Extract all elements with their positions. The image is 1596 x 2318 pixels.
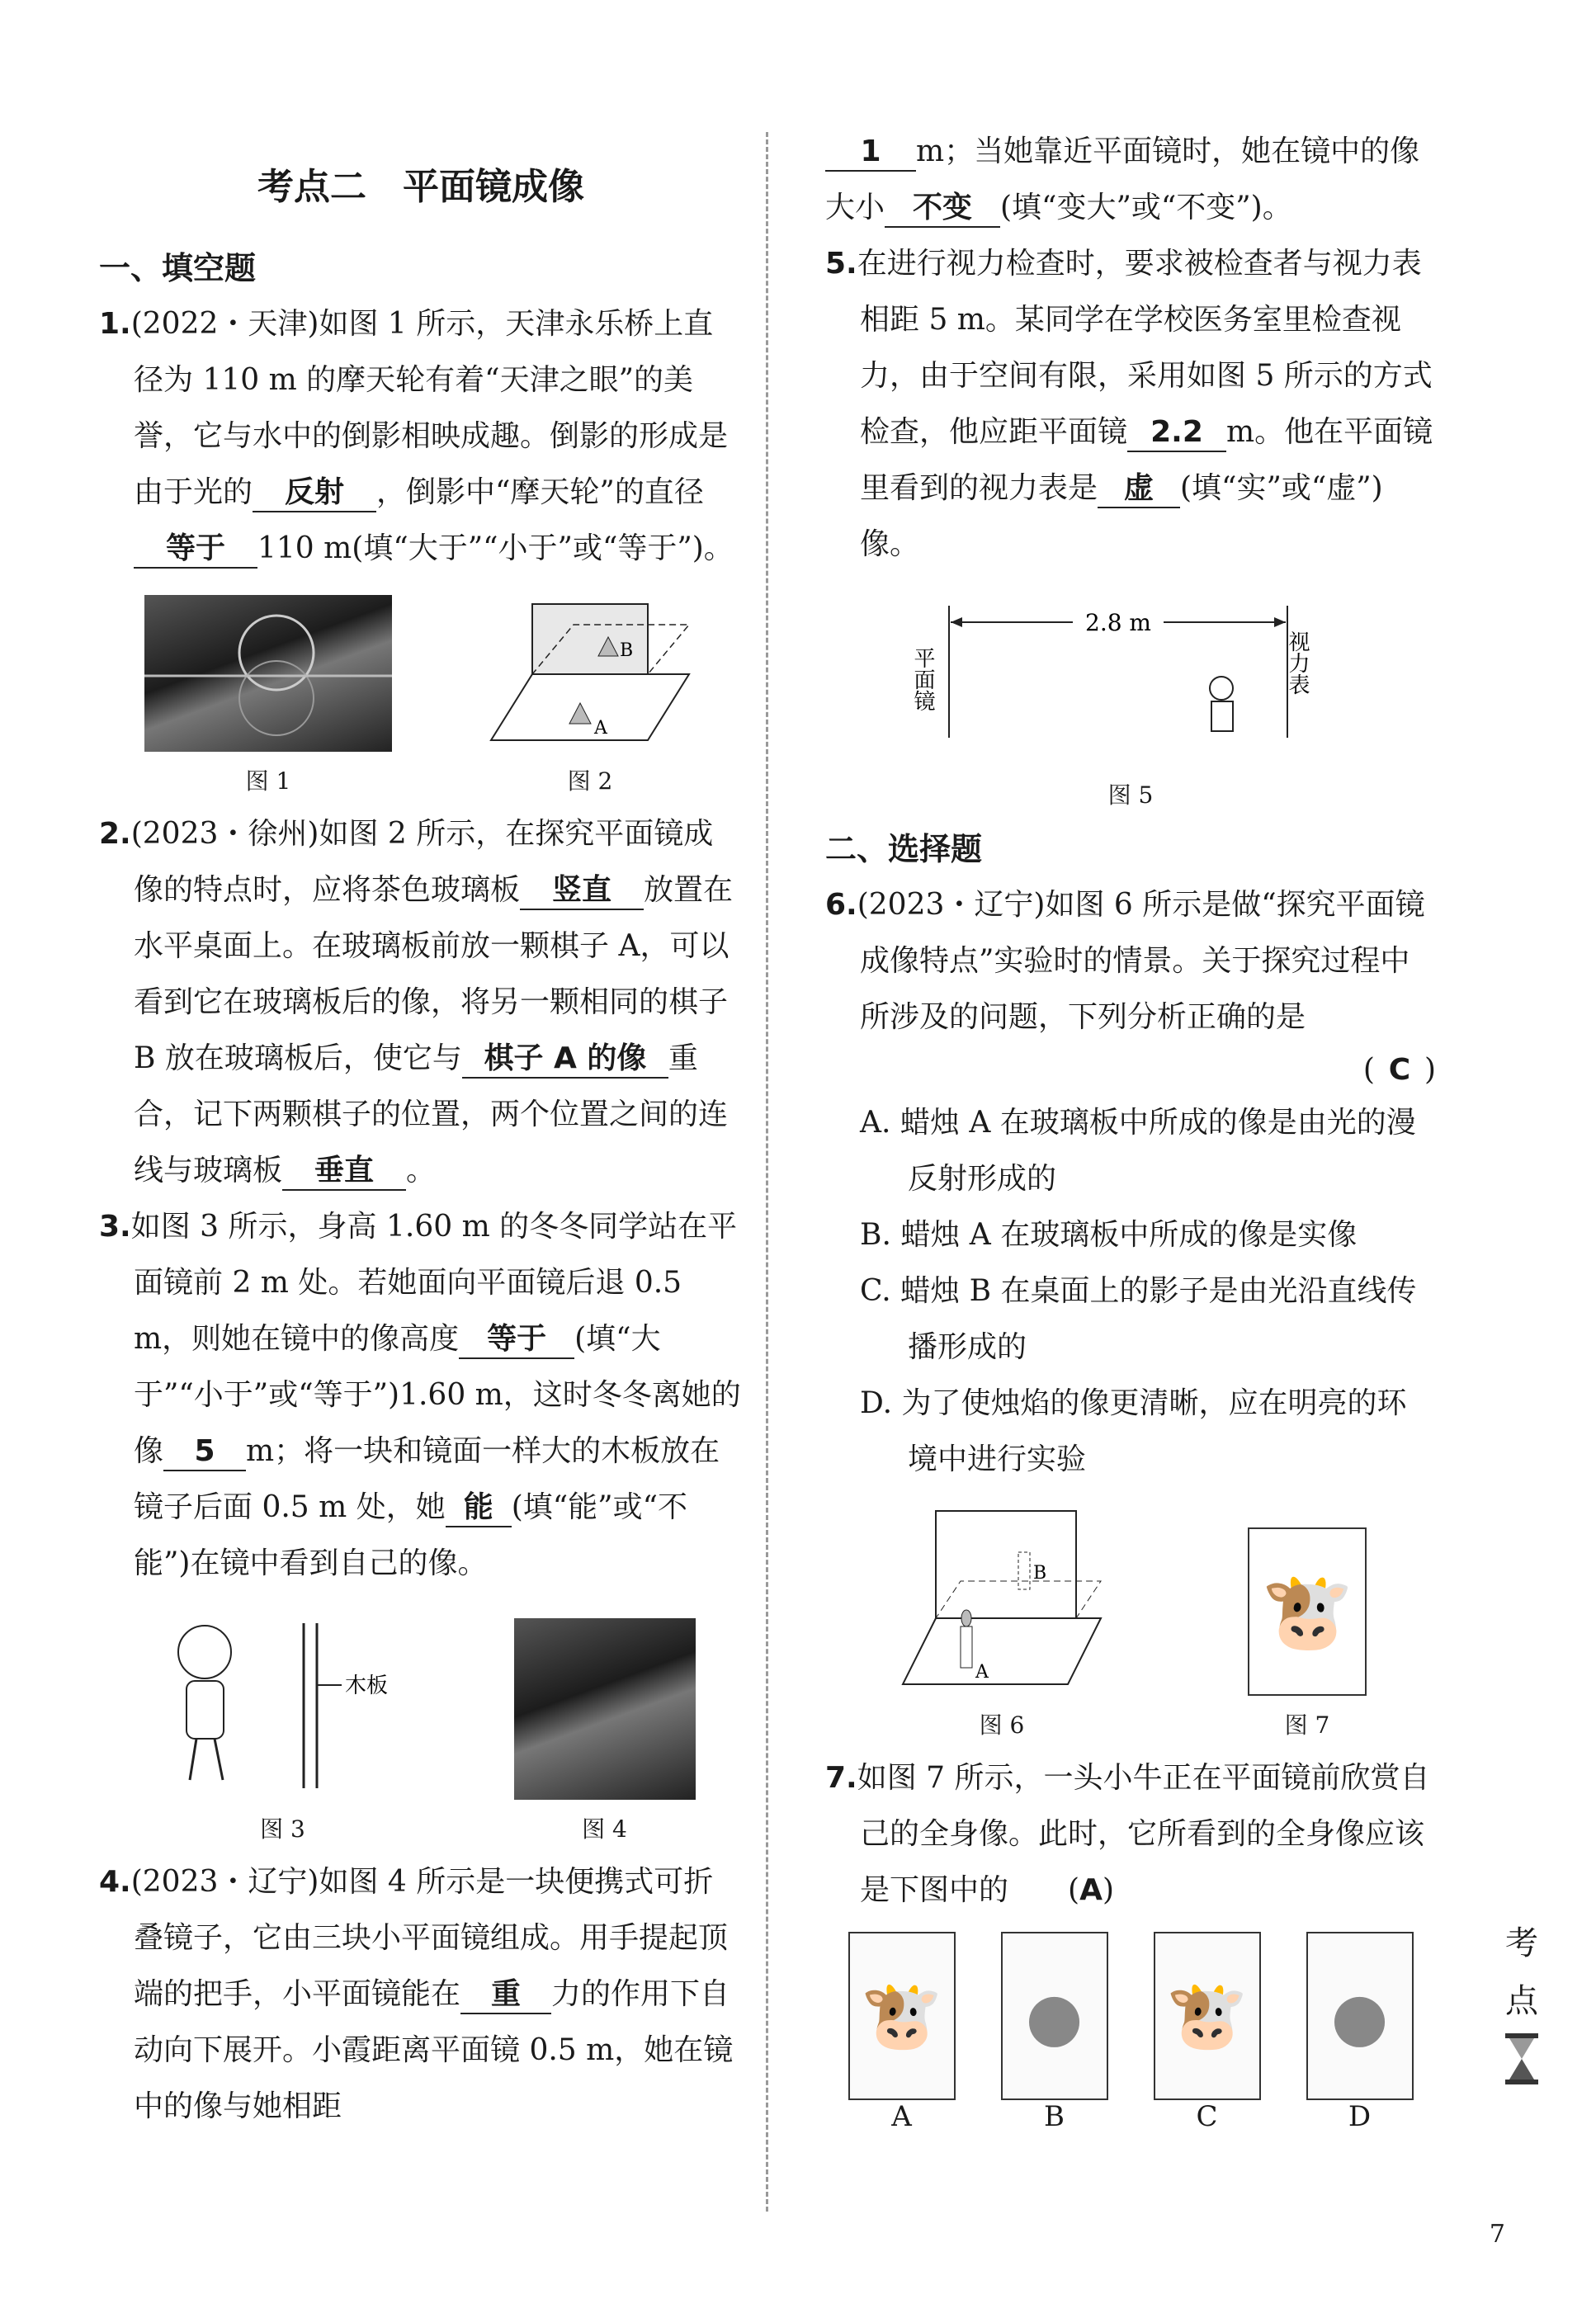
question-6: 6.(2023・辽宁)如图 6 所示是做“探究平面镜成像特点”实验时的情景。关于探究过程中所涉及的问题，下列分析正确的是 — [825, 888, 1425, 1034]
candle-plate-diagram — [895, 1503, 1109, 1692]
answer-blank: 棋子 A 的像 — [462, 1041, 668, 1079]
figure-2: A B 图 2 — [483, 592, 697, 796]
option-b: B. 蜡烛 A 在玻璃板中所成的像是实像 — [860, 1218, 1358, 1252]
figures-3-4 — [99, 1607, 743, 1844]
option-a: A. 蜡烛 A 在玻璃板中所成的像是由光的漫反射形成的 — [860, 1106, 1416, 1196]
glass-plate-diagram — [483, 592, 697, 748]
question-3: 3.如图 3 所示，身高 1.60 m 的冬冬同学站在平面镜前 2 m 处。若她面向平面镜后退 0.5 m，则她在镜中的像高度 等于 (填“大于”“小于”或“等于”)1.60 m，这时冬冬离她的像 5 m；将一块和镜面一样大的木板放在镜子后面 0.5 m 处，她 能 (填“能”或“不能”)在镜中看到自己的像。 — [99, 1210, 741, 1580]
column-divider — [766, 132, 768, 2212]
answer-blank: 能 — [446, 1489, 512, 1527]
answer-blank: 竖直 — [520, 872, 644, 910]
question-4: 4.(2023・辽宁)如图 4 所示是一块便携式可折叠镜子，它由三块小平面镜组成。用手提起顶端的把手，小平面镜能在 重 力的作用下自动向下展开。小霞距离平面镜 0.5 m，她在镜中的像与她相距 — [99, 1865, 734, 2123]
answer-blank: 等于 — [134, 531, 257, 569]
page-number: 7 — [1489, 2220, 1505, 2249]
girl-mirror-diagram — [147, 1607, 419, 1796]
choice-b: ● B — [1001, 1932, 1108, 2133]
figure-4: 图 4 — [514, 1618, 696, 1844]
answer-blank: 2.2 — [1127, 414, 1226, 452]
choice-d: ● D — [1306, 1932, 1414, 2133]
choice-a: 🐮 A — [848, 1932, 956, 2133]
section-fill-blank: 一、填空题 — [99, 250, 257, 286]
svg-text:A: A — [975, 1662, 989, 1683]
hourglass-icon — [1501, 2030, 1542, 2088]
calf-front-icon: 🐮 — [848, 1932, 956, 2100]
calf-back-icon: ● — [1001, 1932, 1108, 2100]
question-4-continued: 1 m；当她靠近平面镜时，她在镜中的像大小 不变 (填“变大”或“不变”)。 — [825, 124, 1436, 236]
figures-1-2 — [99, 592, 743, 796]
photo-ferris-wheel — [144, 595, 392, 752]
answer-blank: 重 — [460, 1976, 551, 2014]
answer-blank: 虚 — [1098, 470, 1180, 508]
calf-back-icon: ● — [1306, 1932, 1414, 2100]
question-5: 5.在进行视力检查时，要求被检查者与视力表相距 5 m。某同学在学校医务室里检查视力，由于空间有限，采用如图 5 所示的方式检查，他应距平面镜 2.2 m。他在平面镜里看到的视力表是 虚 (填“实”或“虚”)像。 — [825, 247, 1433, 561]
figure-6: A B 图 6 — [895, 1503, 1109, 1740]
svg-text:平面镜: 平面镜 — [910, 647, 935, 711]
svg-text:视力表: 视力表 — [1285, 630, 1310, 695]
left-column — [99, 116, 743, 2135]
figure-1: 图 1 — [144, 595, 392, 796]
section-choice: 二、选择题 — [825, 831, 983, 867]
option-c: C. 蜡烛 B 在桌面上的影子是由光沿直线传播形成的 — [860, 1274, 1417, 1364]
answer-blank: 垂直 — [282, 1153, 406, 1191]
side-tab: 考 点 — [1497, 1914, 1546, 2106]
svg-text:2.8 m: 2.8 m — [1085, 609, 1151, 636]
q7-choices — [825, 1932, 1436, 2133]
figure-3: 木板 图 3 — [147, 1607, 419, 1844]
answer-6: ( C ) — [1362, 1053, 1436, 1087]
figure-5: 2.8 m 平面镜 视力表 图 5 — [825, 589, 1436, 810]
option-d: D. 为了使烛焰的像更清晰，应在明亮的环境中进行实验 — [860, 1386, 1407, 1476]
calf-mirror-icon: 🐮 — [1248, 1527, 1367, 1696]
answer-blank: 1 — [825, 134, 916, 172]
svg-text:木板: 木板 — [344, 1674, 388, 1698]
question-7: 7.如图 7 所示，一头小牛正在平面镜前欣赏自己的全身像。此时，它所看到的全身像应该是下图中的 (A) — [825, 1761, 1430, 1907]
svg-text:A: A — [594, 718, 607, 739]
right-column — [825, 124, 1436, 2133]
ferris-wheel-icon — [144, 595, 392, 752]
svg-text:B: B — [620, 640, 634, 661]
answer-blank: 反射 — [253, 474, 376, 512]
figures-6-7 — [825, 1503, 1436, 1740]
question-2: 2.(2023・徐州)如图 2 所示，在探究平面镜成像的特点时，应将茶色玻璃板 竖直 放置在水平桌面上。在玻璃板前放一颗棋子 A，可以看到它在玻璃板后的像，将另一颗相同的棋子 B 放在玻璃板后，使它与 棋子 A 的像 重合，记下两颗棋子的位置，两个位置之间的连线与玻璃板 垂直 。 — [99, 806, 743, 1199]
photo-folding-mirror — [514, 1618, 696, 1800]
svg-text:B: B — [1033, 1563, 1047, 1584]
choice-c: 🐮 C — [1154, 1932, 1261, 2133]
calf-front-icon: 🐮 — [1154, 1932, 1261, 2100]
answer-blank: 不变 — [885, 190, 1000, 228]
page-title: 考点二 平面镜成像 — [257, 166, 584, 208]
question-1: 1.(2022・天津)如图 1 所示，天津永乐桥上直径为 110 m 的摩天轮有着“天津之眼”的美誉，它与水中的倒影相映成趣。倒影的形成是由于光的 反射 ，倒影中“摩天轮”的直径等于 110 m(填“大于”“小于”或“等于”)。 — [99, 296, 743, 577]
eye-test-diagram — [825, 589, 1436, 762]
answer-blank: 5 — [163, 1433, 246, 1471]
answer-blank: 等于 — [459, 1321, 574, 1359]
figure-7: 🐮 图 7 — [1248, 1527, 1367, 1740]
